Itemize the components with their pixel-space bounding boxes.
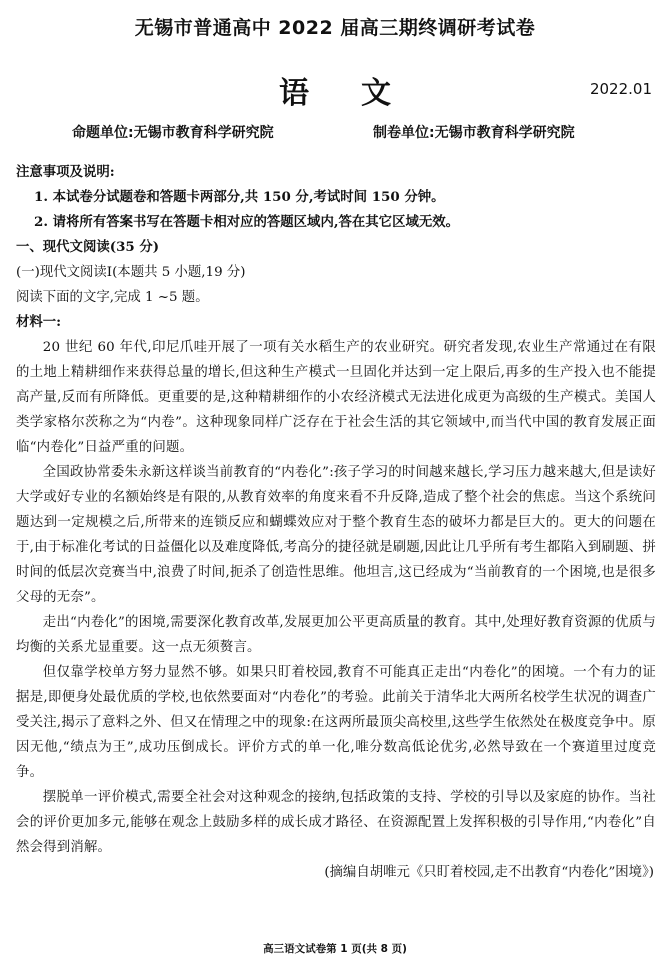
section-sub-heading: (一)现代文阅读Ⅰ(本题共 5 小题,19 分) xyxy=(16,265,246,280)
producer-unit: 制卷单位:无锡市教育科学研究院 xyxy=(373,125,575,141)
notice-item: 1. 本试卷分试题卷和答题卡两部分,共 150 分,考试时间 150 分钟。 xyxy=(34,189,445,205)
section-heading: 一、现代文阅读(35 分) xyxy=(16,239,160,255)
proposer-unit: 命题单位:无锡市教育科学研究院 xyxy=(72,125,274,141)
exam-title: 无锡市普通高中 2022 届高三期终调研考试卷 xyxy=(134,17,536,39)
exam-date: 2022.01 xyxy=(589,80,652,98)
notice-item: 2. 请将所有答案书写在答题卡相对应的答题区域内,答在其它区域无效。 xyxy=(34,214,460,230)
material-label: 材料一: xyxy=(16,314,62,330)
subject-title: 语文 xyxy=(279,76,443,111)
instruction: 阅读下面的文字,完成 1 ~5 题。 xyxy=(16,290,209,305)
article-paragraph: 但仅靠学校单方努力显然不够。如果只盯着校园,教育不可能真正走出“内卷化”的困境。一个有力的证据是,即便身处最优质的学校,也依然要面对“内卷化”的考验。此前关于清华北大两所名校学生状况的调查广受关注,揭示了意料之外、但又在情理之中的现象:在这两所最顶尖高校里,这些学生依然处在极度竞争中。原因无他,“绩点为王”,成功压倒成长。评价方式的单一化,唯分数高低论优劣,必然导致在一个赛道里过度竞争。 xyxy=(16,665,656,780)
article-source: (摘编自胡唯元《只盯着校园,走不出教育“内卷化”困境》) xyxy=(324,865,654,880)
article-paragraph: 20 世纪 60 年代,印尼爪哇开展了一项有关水稻生产的农业研究。研究者发现,农业生产常通过在有限的土地上精耕细作来获得总量的增长,但这种生产模式一旦固化并达到一定上限后,再多的生产投入也不能提高产量,反而有所降低。更重要的是,这种精耕细作的小农经济模式无法进化成更为高级的生产模式。美国人类学家格尔茨称之为“内卷”。这种现象同样广泛存在于社会生活的其它领域中,而当代中国的教育发展正面临“内卷化”日益严重的问题。 xyxy=(16,340,656,455)
page-footer: 高三语文试卷第 1 页(共 8 页) xyxy=(263,943,407,955)
article-paragraph: 摆脱单一评价模式,需要全社会对这种观念的接纳,包括政策的支持、学校的引导以及家庭的协作。当社会的评价更加多元,能够在观念上鼓励多样的成长成才路径、在资源配置上发挥积极的引导作用,“内卷化”自然会得到消解。 xyxy=(16,790,656,855)
page-content xyxy=(16,160,656,885)
article-paragraph: 走出“内卷化”的困境,需要深化教育改革,发展更加公平更高质量的教育。其中,处理好教育资源的优质与均衡的关系尤显重要。这一点无须赘言。 xyxy=(16,615,656,655)
article-paragraph: 全国政协常委朱永新这样谈当前教育的“内卷化”:孩子学习的时间越来越长,学习压力越来越大,但是读好大学或好专业的名额始终是有限的,从教育效率的角度来看不升反降,造成了整个社会的焦虑。当这个系统问题达到一定规模之后,所带来的连锁反应和蝴蝶效应对于整个教育生态的破坏力都是巨大的。更大的问题在于,由于标准化考试的日益僵化以及难度降低,考高分的捷径就是刷题,因此让几乎所有考生都陷入到刷题、拼时间的低层次竞赛当中,浪费了时间,扼杀了创造性思维。他坦言,这已经成为“当前教育的一个困境,也是很多父母的无奈”。 xyxy=(16,465,656,605)
notice-heading: 注意事项及说明: xyxy=(16,164,115,180)
